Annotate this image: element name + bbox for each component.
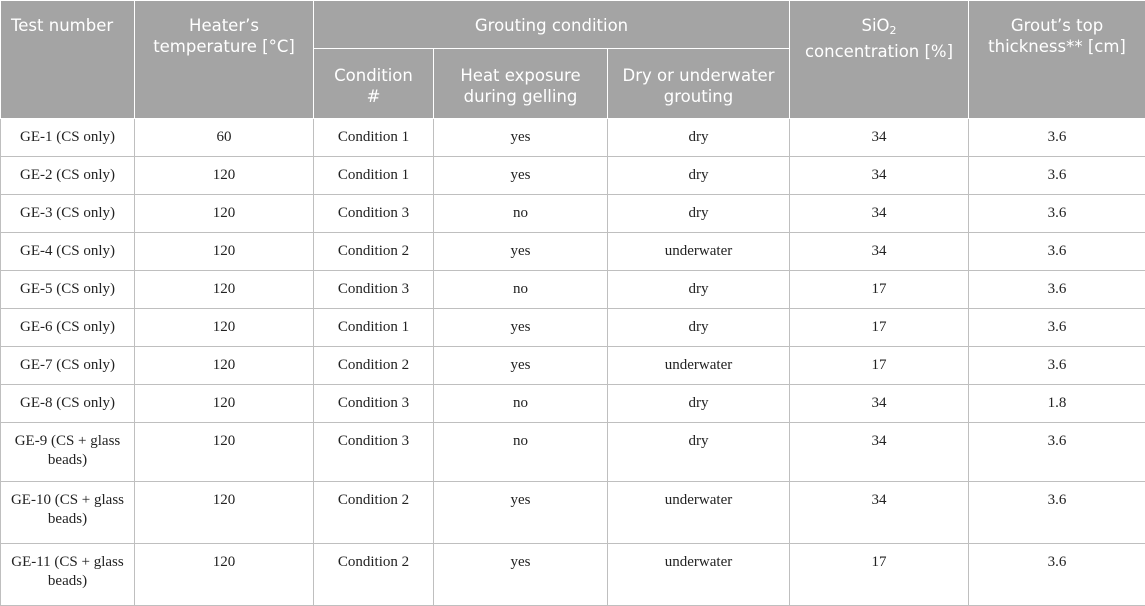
table-body xyxy=(1,119,1145,606)
header-test-number-label: Test number xyxy=(11,16,113,35)
header-grout-thickness xyxy=(969,1,1145,119)
header-sio2-subscript: 2 xyxy=(890,24,897,37)
cell-condition: Condition 2 xyxy=(314,347,434,385)
cell-test: GE-9 (CS + glass beads) xyxy=(1,423,135,482)
cell-sio2: 34 xyxy=(790,385,969,423)
cell-condition: Condition 3 xyxy=(314,271,434,309)
cell-sio2: 17 xyxy=(790,309,969,347)
cell-grouting: dry xyxy=(608,195,790,233)
table-header xyxy=(1,1,1145,119)
header-heater-temperature xyxy=(135,1,314,119)
cell-test: GE-1 (CS only) xyxy=(1,119,135,157)
cell-grouting: dry xyxy=(608,271,790,309)
cell-test: GE-4 (CS only) xyxy=(1,233,135,271)
table-row xyxy=(1,423,1145,482)
cell-thickness: 3.6 xyxy=(969,482,1145,544)
cell-grouting: dry xyxy=(608,119,790,157)
header-heater-temperature-line2: temperature [°C] xyxy=(153,37,295,56)
cell-thickness: 3.6 xyxy=(969,271,1145,309)
header-heat-exposure xyxy=(434,49,608,119)
header-test-number xyxy=(1,1,135,119)
table-row xyxy=(1,385,1145,423)
cell-temp: 120 xyxy=(135,423,314,482)
cell-heat: yes xyxy=(434,544,608,606)
cell-test: GE-2 (CS only) xyxy=(1,157,135,195)
cell-heat: yes xyxy=(434,309,608,347)
cell-temp: 120 xyxy=(135,233,314,271)
header-sio2-prefix: SiO xyxy=(861,16,889,35)
cell-thickness: 3.6 xyxy=(969,119,1145,157)
cell-test: GE-5 (CS only) xyxy=(1,271,135,309)
cell-thickness: 3.6 xyxy=(969,423,1145,482)
cell-grouting: underwater xyxy=(608,233,790,271)
cell-heat: no xyxy=(434,271,608,309)
table-row xyxy=(1,271,1145,309)
table-row xyxy=(1,119,1145,157)
cell-test: GE-6 (CS only) xyxy=(1,309,135,347)
table-row xyxy=(1,482,1145,544)
cell-thickness: 3.6 xyxy=(969,157,1145,195)
cell-condition: Condition 3 xyxy=(314,195,434,233)
header-grout-thickness-line1: Grout’s top xyxy=(1011,16,1103,35)
cell-temp: 120 xyxy=(135,309,314,347)
cell-temp: 60 xyxy=(135,119,314,157)
header-sio2-concentration xyxy=(790,1,969,119)
cell-heat: no xyxy=(434,195,608,233)
cell-condition: Condition 1 xyxy=(314,157,434,195)
table-row xyxy=(1,157,1145,195)
header-heat-exposure-line1: Heat exposure xyxy=(460,66,580,85)
table-row xyxy=(1,195,1145,233)
header-dry-or-underwater-line1: Dry or underwater xyxy=(623,66,775,85)
header-heat-exposure-line2: during gelling xyxy=(464,87,578,106)
cell-thickness: 3.6 xyxy=(969,195,1145,233)
header-condition-number-line1: Condition xyxy=(334,66,413,85)
cell-condition: Condition 3 xyxy=(314,385,434,423)
cell-temp: 120 xyxy=(135,385,314,423)
cell-thickness: 3.6 xyxy=(969,544,1145,606)
cell-grouting: underwater xyxy=(608,544,790,606)
cell-heat: no xyxy=(434,423,608,482)
cell-condition: Condition 1 xyxy=(314,119,434,157)
cell-condition: Condition 2 xyxy=(314,233,434,271)
header-dry-or-underwater-line2: grouting xyxy=(664,87,733,106)
cell-thickness: 3.6 xyxy=(969,347,1145,385)
header-sio2-line2: concentration [%] xyxy=(805,42,953,61)
cell-thickness: 3.6 xyxy=(969,309,1145,347)
cell-grouting: dry xyxy=(608,423,790,482)
table-row xyxy=(1,309,1145,347)
cell-grouting: dry xyxy=(608,309,790,347)
table-row xyxy=(1,233,1145,271)
cell-heat: yes xyxy=(434,347,608,385)
cell-condition: Condition 2 xyxy=(314,544,434,606)
header-heater-temperature-line1: Heater’s xyxy=(189,16,259,35)
cell-test: GE-7 (CS only) xyxy=(1,347,135,385)
cell-heat: yes xyxy=(434,482,608,544)
cell-temp: 120 xyxy=(135,482,314,544)
cell-heat: yes xyxy=(434,157,608,195)
cell-test: GE-11 (CS + glass beads) xyxy=(1,544,135,606)
header-condition-number-line2: # xyxy=(367,87,381,106)
table-row xyxy=(1,347,1145,385)
cell-sio2: 17 xyxy=(790,347,969,385)
header-grout-thickness-line2: thickness** [cm] xyxy=(988,37,1126,56)
cell-thickness: 3.6 xyxy=(969,233,1145,271)
cell-heat: yes xyxy=(434,233,608,271)
cell-sio2: 34 xyxy=(790,157,969,195)
cell-temp: 120 xyxy=(135,195,314,233)
cell-grouting: underwater xyxy=(608,482,790,544)
header-condition-number xyxy=(314,49,434,119)
cell-grouting: underwater xyxy=(608,347,790,385)
table-row xyxy=(1,544,1145,606)
cell-temp: 120 xyxy=(135,157,314,195)
cell-sio2: 34 xyxy=(790,482,969,544)
cell-grouting: dry xyxy=(608,385,790,423)
cell-condition: Condition 1 xyxy=(314,309,434,347)
cell-temp: 120 xyxy=(135,347,314,385)
cell-sio2: 34 xyxy=(790,195,969,233)
header-dry-or-underwater xyxy=(608,49,790,119)
cell-test: GE-10 (CS + glass beads) xyxy=(1,482,135,544)
cell-test: GE-3 (CS only) xyxy=(1,195,135,233)
cell-temp: 120 xyxy=(135,271,314,309)
cell-sio2: 34 xyxy=(790,233,969,271)
cell-sio2: 34 xyxy=(790,423,969,482)
cell-heat: no xyxy=(434,385,608,423)
cell-thickness: 1.8 xyxy=(969,385,1145,423)
cell-sio2: 17 xyxy=(790,544,969,606)
cell-condition: Condition 2 xyxy=(314,482,434,544)
cell-test: GE-8 (CS only) xyxy=(1,385,135,423)
cell-temp: 120 xyxy=(135,544,314,606)
cell-sio2: 34 xyxy=(790,119,969,157)
cell-heat: yes xyxy=(434,119,608,157)
cell-sio2: 17 xyxy=(790,271,969,309)
header-grouting-condition-label: Grouting condition xyxy=(475,16,628,35)
cell-condition: Condition 3 xyxy=(314,423,434,482)
header-grouting-condition xyxy=(314,1,790,49)
cell-grouting: dry xyxy=(608,157,790,195)
